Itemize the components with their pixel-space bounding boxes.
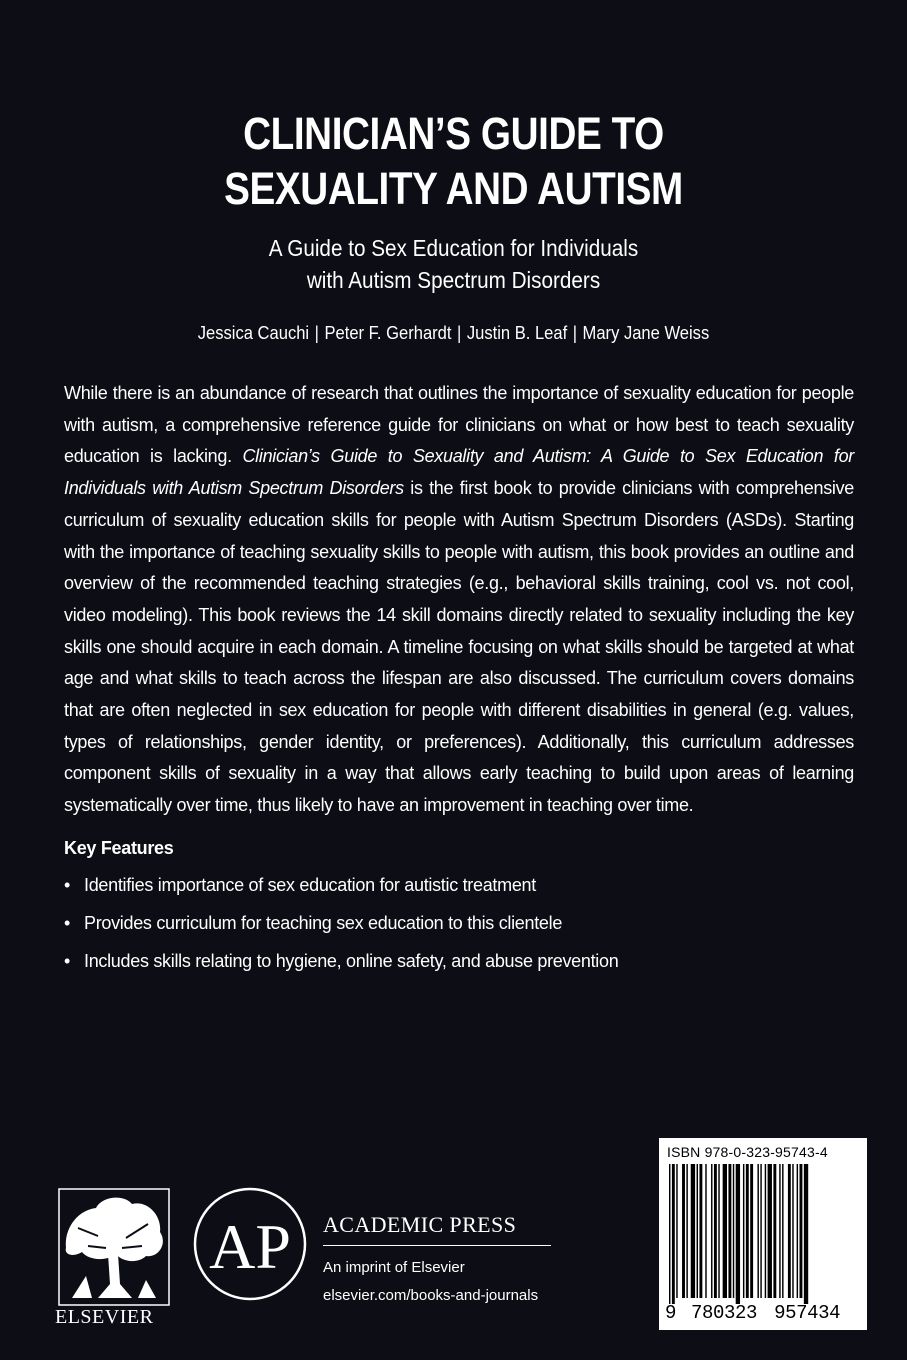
bullet-icon: • (64, 875, 71, 895)
barcode-bar (669, 1164, 670, 1304)
divider (323, 1245, 551, 1246)
elsevier-tree-logo-icon (58, 1188, 170, 1306)
academic-press-logo-icon (192, 1186, 308, 1302)
book-subtitle (45, 232, 861, 296)
book-description (64, 378, 854, 822)
barcode-bar (711, 1164, 712, 1298)
barcode-bar (746, 1164, 749, 1298)
barcode-bar (691, 1164, 695, 1298)
key-feature-item (64, 911, 618, 949)
barcode-bar (672, 1164, 675, 1304)
publisher-url: elsevier.com/books-and-journals (323, 1287, 539, 1304)
barcode-bar (750, 1164, 753, 1298)
author-list (36, 321, 870, 345)
author-name: Jessica Cauchi (197, 323, 310, 343)
ap-monogram: AP (209, 1211, 291, 1282)
barcode-bar (682, 1164, 685, 1298)
book-title (63, 106, 843, 216)
barcode-bar (733, 1164, 734, 1298)
barcode-bar (705, 1164, 706, 1298)
barcode-bar (743, 1164, 744, 1298)
author-separator: | (314, 323, 319, 343)
barcode-bar (676, 1164, 677, 1298)
barcode-bar (728, 1164, 731, 1298)
bullet-icon: • (64, 951, 71, 971)
imprint-text: An imprint of Elsevier (323, 1259, 465, 1276)
barcode-bar (792, 1164, 793, 1298)
key-features-heading: Key Features (64, 838, 174, 858)
isbn-digits (665, 1302, 863, 1324)
barcode-bar (773, 1164, 776, 1298)
barcode-bar (797, 1164, 798, 1298)
barcode-bar (714, 1164, 717, 1298)
description-text-2: is the first book to provide clinicians with comprehensive curriculum of sexuality education skills for people with Autism Spectrum Disorders (ASDs). Starting with the importance of teaching sexuality skills to people with autism, this book provides an outline and overview of the recommended teaching strategies (e.g., behavioral skills training, cool vs. not cool, video modeling). This book reviews the 14 skill domains directly related to sexuality including the key skills one should acquire in each domain. A timeline focusing on what skills should be targeted at what age and what skills to teach across the lifespan are also discussed. The curriculum covers domains that are often neglected in sex education for people with different disabilities in general (e.g. values, types of relationships, gender identity, or preferences). Additionally, this curriculum addresses component skills of sexuality in a way that allows early teaching to build upon areas of learning systematically over time, thus likely to have an improvement in teaching over time. (64, 478, 854, 816)
elsevier-wordmark: ELSEVIER (55, 1306, 154, 1328)
author-name: Justin B. Leaf (466, 323, 568, 343)
isbn-digits-right: 957434 (774, 1302, 841, 1324)
isbn-label: ISBN 978-0-323-95743-4 (667, 1144, 828, 1160)
title-line-2: SEXUALITY AND AUTISM (224, 163, 683, 214)
subtitle-line-1: A Guide to Sex Education for Individuals (268, 235, 639, 261)
key-feature-item (64, 873, 618, 911)
barcode-bar (697, 1164, 698, 1298)
barcode-bar (686, 1164, 687, 1298)
author-name: Peter F. Gerhardt (324, 323, 452, 343)
description-italic-title: Clinician’s Guide to Sexuality and Autism: A Guide to Sex Education for Individuals with Autism Spectrum Disorders (64, 446, 854, 499)
barcode-bar (718, 1164, 719, 1298)
barcode-bar (779, 1164, 780, 1298)
barcode-bar (765, 1164, 766, 1298)
author-name: Mary Jane Weiss (582, 323, 710, 343)
academic-press-name: ACADEMIC PRESS (323, 1212, 517, 1237)
barcode-bar (760, 1164, 761, 1298)
barcode-bar (800, 1164, 803, 1298)
subtitle-line-2: with Autism Spectrum Disorders (306, 267, 601, 293)
key-feature-text: Includes skills relating to hygiene, online safety, and abuse prevention (84, 951, 619, 971)
key-features-list (64, 873, 618, 987)
barcode-bar (723, 1164, 727, 1298)
barcode-bar (804, 1164, 808, 1304)
barcode-bar (757, 1164, 758, 1298)
key-feature-text: Identifies importance of sex education for autistic treatment (84, 875, 536, 895)
barcode-bar (736, 1164, 740, 1304)
description-text-1: While there is an abundance of research that outlines the importance of sexuality education for people with autism, a comprehensive reference guide for clinicians on what or how best to teach sexuality education is lacking. (64, 383, 854, 467)
barcode-bars (659, 1164, 867, 1304)
key-feature-item (64, 949, 618, 987)
barcode-bar (768, 1164, 772, 1298)
isbn-digits-left: 780323 (691, 1302, 758, 1324)
bullet-icon: • (64, 913, 71, 933)
barcode-bar (782, 1164, 783, 1298)
isbn-digit-first: 9 (665, 1302, 677, 1324)
key-feature-text: Provides curriculum for teaching sex education to this clientele (84, 913, 563, 933)
author-separator: | (572, 323, 578, 343)
barcode-bar (699, 1164, 702, 1298)
isbn-barcode (659, 1138, 867, 1330)
barcode-bar (788, 1164, 791, 1298)
title-line-1: CLINICIAN’S GUIDE TO (243, 108, 664, 159)
author-separator: | (457, 323, 462, 343)
